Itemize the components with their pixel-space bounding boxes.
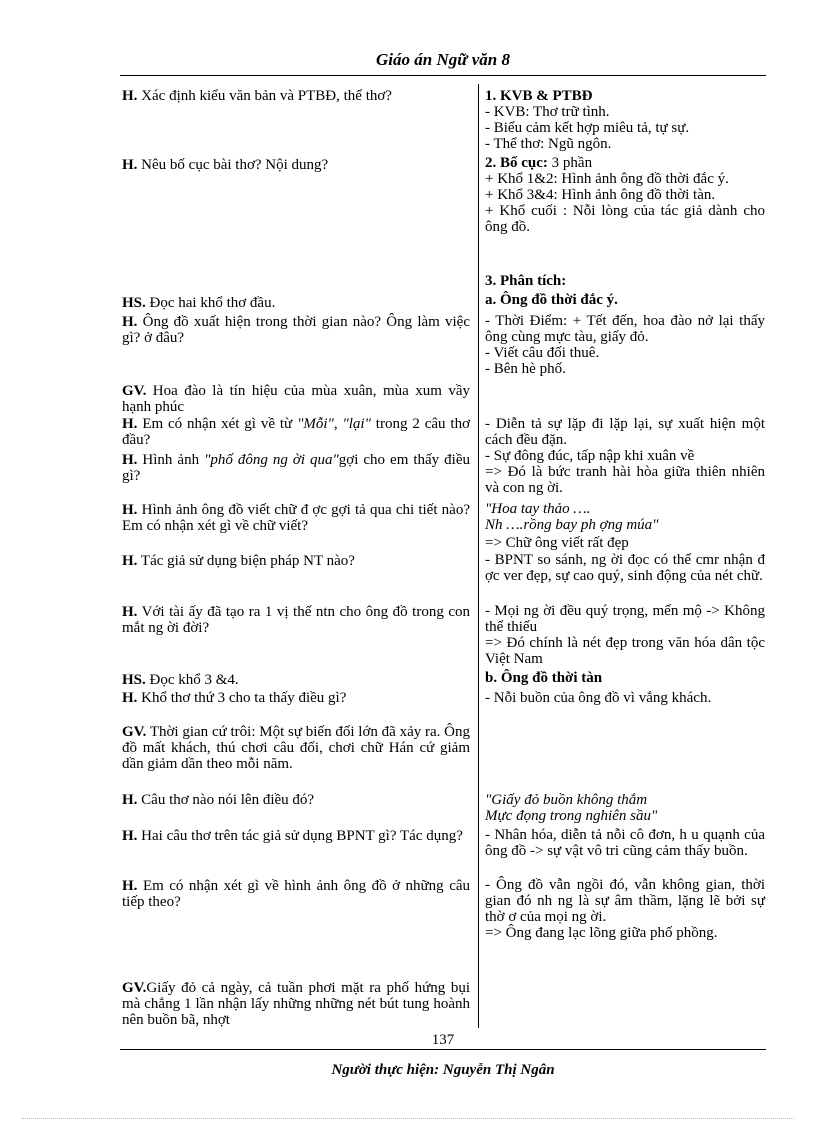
page-header: Giáo án Ngữ văn 8 [376,50,510,69]
answer-section-1: 1. KVB & PTBĐ - KVB: Thơ trữ tình. - Biểu cảm kết hợp miêu tả, tự sự. - Thể thơ: Ngũ ngôn. [485,88,690,152]
poem-quote-1: "Hoa tay thảo …. Nh ….rồng bay ph ợng múa" [485,501,659,533]
question-3: H. Ông đồ xuất hiện trong thời gian nào? Ông làm việc gì? ở đâu? [122,314,470,346]
page-number: 137 [431,1032,455,1048]
question-5: H. Hình ảnh "phố đông ng ời qua"gợi cho em thấy điều gì? [122,452,470,484]
teacher-note-1: GV. Hoa đào là tín hiệu của mùa xuân, mùa xum vầy hạnh phúc [122,383,471,415]
answer-a5: - Mọi ng ời đều quý trọng, mến mộ -> Không thể thiếu => Đó chính là nét đẹp trong văn hóa dân tộc Việt Nam [485,603,765,667]
question-1: H. Xác định kiểu văn bản và PTBĐ, thể thơ? [122,88,392,104]
answer-b3: - Nhân hóa, diễn tả nỗi cô đơn, h u quạnh của ông đồ -> sự vật vô tri cũng cảm thấy buồn. [485,827,765,859]
page-edge-dotted-line [22,1118,794,1119]
section-3-title: 3. Phân tích: [485,273,567,289]
answer-a2: - Diễn tả sự lặp đi lặp lại, sự xuất hiện một cách đều đặn. - Sự đông đúc, tấp nập khi xuân về => Đó là bức tranh hài hòa giữa thiên nhiên và con ng ời. [485,416,765,496]
section-a-title: a. Ông đồ thời đắc ý. [485,292,618,308]
question-9: H. Khổ thơ thứ 3 cho ta thấy điều gì? [122,690,347,706]
question-6: H. Hình ảnh ông đồ viết chữ đ ợc gợi tả qua chi tiết nào? Em có nhận xét gì về chữ viết? [122,502,471,534]
question-2: H. Nêu bố cục bài thơ? Nội dung? [122,157,329,173]
question-8: H. Với tài ấy đã tạo ra 1 vị thế ntn cho ông đồ trong con mắt ng ời đời? [122,604,470,636]
answer-a1: - Thời Điểm: + Tết đến, hoa đào nở lại thấy ông cùng mực tàu, giấy đỏ. - Viết câu đối thuê. - Bên hè phố. [485,313,765,377]
poem-quote-2: "Giấy đỏ buồn không thắm Mực đọng trong nghiên sầu" [485,792,658,824]
teacher-note-3: GV.Giấy đỏ cả ngày, cả tuần phơi mặt ra phố hứng bụi mà chẳng 1 lần nhận lấy những những nét bút tung hoành nên buồn bã, nhợt [122,980,470,1028]
question-11: H. Hai câu thơ trên tác giả sử dụng BPNT gì? Tác dụng? [122,828,463,844]
answer-b1: - Nỗi buồn của ông đồ vì vắng khách. [485,690,712,706]
question-4: H. Em có nhận xét gì về từ "Mỗi", "lại" trong 2 câu thơ đầu? [122,416,471,448]
question-12: H. Em có nhận xét gì về hình ảnh ông đồ ở những câu tiếp theo? [122,878,471,910]
footer-rule [120,1049,766,1050]
page-footer: Người thực hiện: Nguyễn Thị Ngân [331,1062,555,1078]
header-rule [120,75,766,76]
question-7: H. Tác giả sử dụng biện pháp NT nào? [122,553,355,569]
answer-section-2: 2. Bố cục: 3 phần + Khổ 1&2: Hình ảnh ông đồ thời đắc ý. + Khổ 3&4: Hình ảnh ông đồ thời tàn. + Khổ cuối : Nỗi lòng của tác giả dành cho ông đồ. [485,155,765,235]
student-task-2: HS. Đọc khổ 3 &4. [122,672,239,688]
question-10: H. Câu thơ nào nói lên điều đó? [122,792,315,808]
answer-b4: - Ông đồ vẫn ngồi đó, vẫn không gian, thời gian đó nh ng là sự âm thầm, lặng lẽ bởi sự thờ ơ của mọi ng ời. => Ông đang lạc lõng giữa phố phồng. [485,877,765,941]
section-b-title: b. Ông đồ thời tàn [485,670,603,686]
student-task-1: HS. Đọc hai khổ thơ đầu. [122,295,276,311]
answer-a3: => Chữ ông viết rất đẹp [485,535,629,551]
teacher-note-2: GV. Thời gian cứ trôi: Một sự biến đổi lớn đã xảy ra. Ông đồ mất khách, thú chơi câu đối, chơi chữ Hán cứ giảm dần giảm dần theo mỗi năm. [122,724,470,772]
answer-a4: - BPNT so sánh, ng ời đọc có thể cmr nhận đ ợc ver đẹp, sự cao quý, sinh động của nét chữ. [485,552,765,584]
column-divider [478,84,479,1028]
